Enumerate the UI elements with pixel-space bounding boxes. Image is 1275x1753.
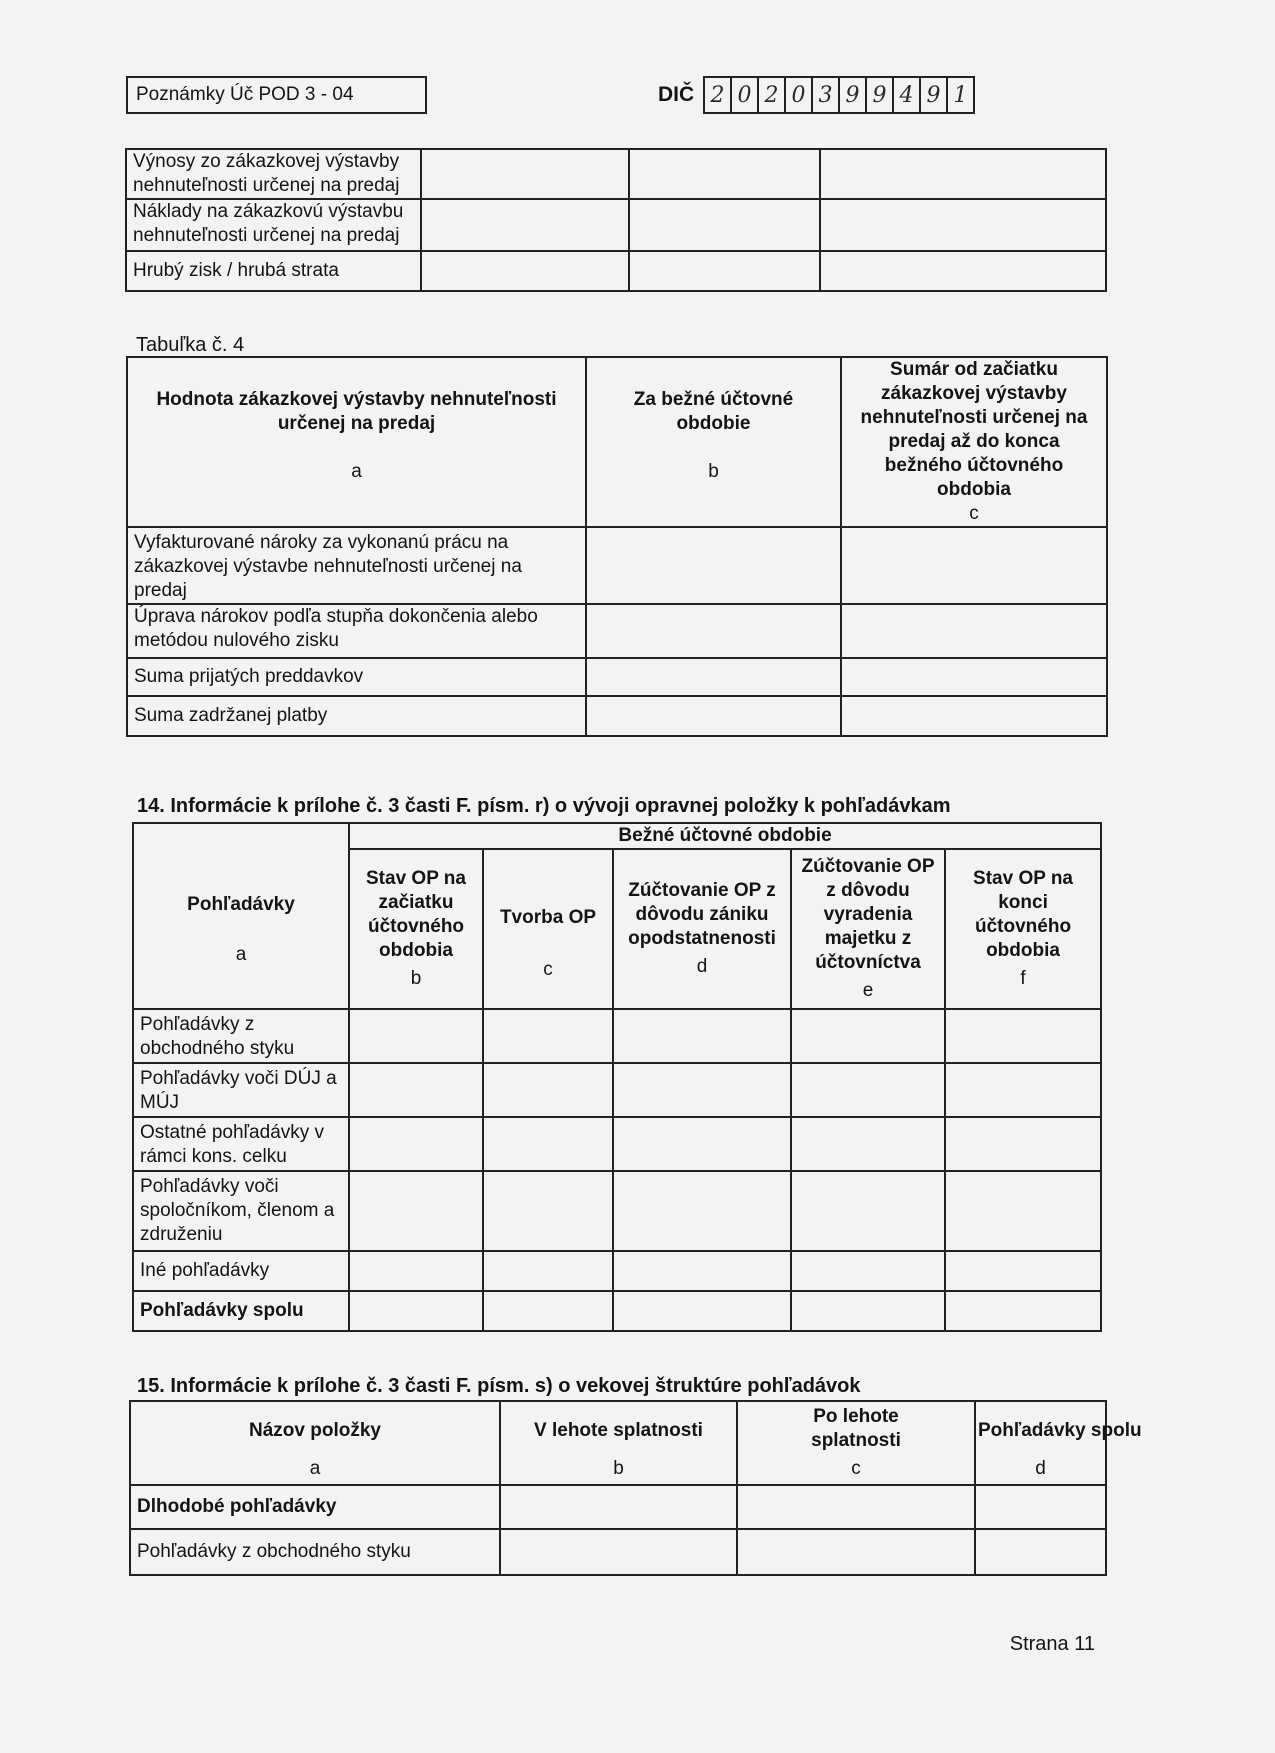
row-label: Dlhodobé pohľadávky xyxy=(130,1485,500,1529)
row-label: Suma zadržanej platby xyxy=(127,696,586,736)
value-cell[interactable] xyxy=(349,1251,483,1291)
value-cell[interactable] xyxy=(737,1529,975,1575)
value-cell[interactable] xyxy=(820,251,1106,291)
column-letter: a xyxy=(351,461,362,482)
header-text: Za bežné účtovné obdobie xyxy=(633,389,794,434)
value-cell[interactable] xyxy=(586,527,841,604)
dic-digit[interactable]: 9 xyxy=(838,76,867,114)
header-text: Hodnota zákazkovej výstavby nehnuteľnosti určenej na predaj xyxy=(156,389,557,434)
section14-title: 14. Informácie k prílohe č. 3 časti F. písm. r) o vývoji opravnej položky k pohľadávkam xyxy=(137,795,951,817)
value-cell[interactable] xyxy=(613,1251,791,1291)
closing-balance-header xyxy=(945,849,1101,1009)
table4-header-summary xyxy=(841,357,1107,527)
dic-digit[interactable]: 0 xyxy=(784,76,813,114)
column-letter: e xyxy=(862,980,874,1001)
table4-header-current xyxy=(586,357,841,527)
value-cell[interactable] xyxy=(820,149,1106,199)
value-cell[interactable] xyxy=(349,1009,483,1063)
value-cell[interactable] xyxy=(629,251,820,291)
table4-header-value xyxy=(127,357,586,527)
value-cell[interactable] xyxy=(613,1291,791,1331)
within-maturity-header xyxy=(500,1401,737,1485)
dic-digit[interactable]: 3 xyxy=(811,76,840,114)
dic-digit[interactable]: 9 xyxy=(919,76,948,114)
row-label: Pohľadávky z obchodného styku xyxy=(133,1009,349,1063)
value-cell[interactable] xyxy=(613,1063,791,1117)
header-text: V lehote splatnosti xyxy=(534,1420,703,1441)
value-cell[interactable] xyxy=(791,1009,945,1063)
period-header: Bežné účtovné obdobie xyxy=(349,823,1101,849)
column-letter: c xyxy=(969,503,979,524)
header-text: Zúčtovanie OP z dôvodu vyradenia majetku z účtovníctva xyxy=(801,856,935,973)
value-cell[interactable] xyxy=(349,1063,483,1117)
dic-digit[interactable]: 1 xyxy=(946,76,975,114)
header-text: Sumár od začiatku zákazkovej výstavby nehnuteľnosti určenej na predaj až do konca bežného účtovného obdobia xyxy=(860,359,1088,500)
column-letter: c xyxy=(543,959,553,980)
header-text: Názov položky xyxy=(249,1420,381,1441)
aging-table xyxy=(129,1400,1142,1576)
value-cell[interactable] xyxy=(791,1291,945,1331)
value-cell[interactable] xyxy=(483,1063,613,1117)
row-label-total: Pohľadávky spolu xyxy=(133,1291,349,1331)
receivables-header xyxy=(133,823,349,1009)
form-code-box xyxy=(126,76,427,114)
dic-boxes xyxy=(705,76,975,114)
value-cell[interactable] xyxy=(945,1009,1101,1063)
value-cell[interactable] xyxy=(586,696,841,736)
value-cell[interactable] xyxy=(586,658,841,696)
item-name-header xyxy=(130,1401,500,1485)
row-label: Vyfakturované nároky za vykonanú prácu na zákazkovej výstavbe nehnuteľnosti určenej na predaj xyxy=(127,527,586,604)
value-cell[interactable] xyxy=(500,1485,737,1529)
section15-title: 15. Informácie k prílohe č. 3 časti F. písm. s) o vekovej štruktúre pohľadávok xyxy=(137,1375,861,1397)
dic-digit[interactable]: 0 xyxy=(730,76,759,114)
column-letter: a xyxy=(235,944,247,965)
header-text: Zúčtovanie OP z dôvodu zániku opodstatnenosti xyxy=(628,880,776,949)
value-cell[interactable] xyxy=(841,527,1107,604)
value-cell[interactable] xyxy=(586,604,841,658)
column-letter: b xyxy=(410,968,422,989)
column-letter: b xyxy=(708,461,719,482)
dic-digit[interactable]: 2 xyxy=(757,76,786,114)
value-cell[interactable] xyxy=(629,149,820,199)
value-cell[interactable] xyxy=(629,199,820,251)
column-letter: d xyxy=(1035,1458,1046,1479)
value-cell[interactable] xyxy=(737,1485,975,1529)
value-cell[interactable] xyxy=(483,1117,613,1171)
value-cell[interactable] xyxy=(421,251,629,291)
column-letter: c xyxy=(851,1458,861,1479)
dic-digit[interactable]: 4 xyxy=(892,76,921,114)
value-cell[interactable] xyxy=(841,658,1107,696)
value-cell[interactable] xyxy=(841,696,1107,736)
value-cell[interactable] xyxy=(791,1063,945,1117)
row-label: Hrubý zisk / hrubá strata xyxy=(126,251,421,291)
total-header xyxy=(975,1401,1142,1485)
header-text: Stav OP na začiatku účtovného obdobia xyxy=(366,868,466,961)
value-cell[interactable] xyxy=(841,604,1107,658)
row-label: Náklady na zákazkovú výstavbu nehnuteľnosti určenej na predaj xyxy=(126,199,421,251)
row-label: Pohľadávky z obchodného styku xyxy=(130,1529,500,1575)
row-label: Suma prijatých preddavkov xyxy=(127,658,586,696)
value-cell[interactable] xyxy=(945,1171,1101,1251)
value-cell[interactable] xyxy=(349,1117,483,1171)
value-cell[interactable] xyxy=(613,1117,791,1171)
table4-caption: Tabuľka č. 4 xyxy=(136,334,245,356)
row-label: Ostatné pohľadávky v rámci kons. celku xyxy=(133,1117,349,1171)
construction-result-table xyxy=(125,148,1107,292)
value-cell[interactable] xyxy=(483,1291,613,1331)
value-cell[interactable] xyxy=(791,1251,945,1291)
disposal-header xyxy=(791,849,945,1009)
page-number: Strana 11 xyxy=(1009,1633,1095,1655)
value-cell[interactable] xyxy=(500,1529,737,1575)
column-letter: b xyxy=(613,1458,624,1479)
value-cell[interactable] xyxy=(483,1171,613,1251)
header-text: Po lehote splatnosti xyxy=(811,1406,901,1451)
column-letter: a xyxy=(309,1458,321,1479)
value-cell[interactable] xyxy=(820,199,1106,251)
value-cell[interactable] xyxy=(421,149,629,199)
value-cell[interactable] xyxy=(945,1291,1101,1331)
column-letter: d xyxy=(696,956,708,977)
header-text: Pohľadávky spolu xyxy=(978,1420,1142,1441)
creation-header xyxy=(483,849,613,1009)
value-cell[interactable] xyxy=(613,1171,791,1251)
value-cell[interactable] xyxy=(945,1117,1101,1171)
dic-label: DIČ xyxy=(658,83,695,106)
value-cell[interactable] xyxy=(421,199,629,251)
value-cell[interactable] xyxy=(975,1485,1106,1529)
value-cell[interactable] xyxy=(349,1171,483,1251)
header-text: Pohľadávky xyxy=(187,894,295,915)
dic-digit[interactable]: 2 xyxy=(703,76,732,114)
value-cell[interactable] xyxy=(791,1171,945,1251)
value-cell[interactable] xyxy=(975,1529,1106,1575)
row-label: Výnosy zo zákazkovej výstavby nehnuteľnosti určenej na predaj xyxy=(126,149,421,199)
value-cell[interactable] xyxy=(945,1063,1101,1117)
value-cell[interactable] xyxy=(483,1009,613,1063)
header-text: Tvorba OP xyxy=(499,907,597,928)
dic-digit[interactable]: 9 xyxy=(865,76,894,114)
table4 xyxy=(126,356,1108,737)
value-cell[interactable] xyxy=(945,1251,1101,1291)
header-text: Stav OP na konci účtovného obdobia xyxy=(973,868,1074,961)
row-label: Pohľadávky voči spoločníkom, členom a združeniu xyxy=(133,1171,349,1251)
settlement-header xyxy=(613,849,791,1009)
value-cell[interactable] xyxy=(791,1117,945,1171)
value-cell[interactable] xyxy=(613,1009,791,1063)
column-letter: f xyxy=(1020,968,1026,989)
allowance-table xyxy=(132,822,1102,1332)
row-label: Iné pohľadávky xyxy=(133,1251,349,1291)
value-cell[interactable] xyxy=(483,1251,613,1291)
row-label: Úprava nárokov podľa stupňa dokončenia alebo metódou nulového zisku xyxy=(127,604,586,658)
row-label: Pohľadávky voči DÚJ a MÚJ xyxy=(133,1063,349,1117)
opening-balance-header xyxy=(349,849,483,1009)
after-maturity-header xyxy=(737,1401,975,1485)
value-cell[interactable] xyxy=(349,1291,483,1331)
form-code-label: Poznámky Úč POD 3 - 04 xyxy=(136,84,354,105)
